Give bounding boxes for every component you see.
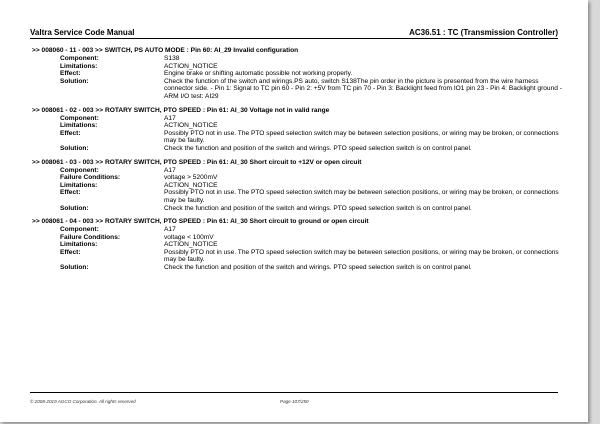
field-label: Component: — [60, 114, 99, 122]
service-code-section — [32, 158, 564, 213]
field-row — [32, 241, 564, 249]
page-footer — [30, 399, 558, 404]
service-code-title: >> 008061 - 02 - 003 >> ROTARY SWITCH, PTO SPEED : Pin 61: AI_30 Voltage not in valid range — [32, 106, 330, 114]
field-row — [32, 130, 564, 145]
field-value: Check the function of the switch and wirings.PS auto, switch S138The pin order in the picture is presented from the wire harness connector side. - Pin 1: Signal to TC pin 60 - Pin 2: +5V from TC pin 70 - Pin 3: Backlight feed from IO1 pin 23 - Pin 4: Backlight ground - ARM I/O test: AI29 — [164, 77, 562, 100]
field-row — [32, 145, 564, 153]
field-value: Check the function and position of the switch and wirings. PTO speed selection switch is on control panel. — [164, 204, 472, 212]
field-label: Component: — [60, 55, 99, 62]
field-row — [32, 78, 564, 101]
field-value: S138 — [164, 55, 180, 62]
field-value: voltage > 5200mV — [164, 174, 218, 182]
field-row — [32, 205, 564, 213]
field-value: A17 — [164, 226, 176, 234]
field-value: Check the function and position of the switch and wirings. PTO speed selection switch is on control panel. — [164, 264, 472, 272]
field-label: Solution: — [60, 264, 89, 272]
service-code-title: >> 008061 - 03 - 003 >> ROTARY SWITCH, PTO SPEED : Pin 61: AI_30 Short circuit to +12V or open circuit — [32, 158, 362, 166]
field-row — [32, 55, 564, 63]
page-header — [30, 28, 558, 37]
field-row — [32, 115, 564, 123]
service-code-title: >> 008060 - 11 - 003 >> SWITCH, PS AUTO MODE : Pin 60: AI_29 Invalid configuration — [32, 47, 299, 54]
field-label: Limitations: — [60, 181, 98, 189]
field-label: Effect: — [60, 189, 81, 197]
field-value: A17 — [164, 166, 176, 174]
service-code-list — [32, 46, 564, 277]
field-row — [32, 264, 564, 272]
field-row — [32, 234, 564, 242]
field-value: ACTION_NOTICE — [164, 62, 218, 70]
service-code-section — [32, 106, 564, 153]
field-label: Failure Conditions: — [60, 174, 121, 182]
field-label: Effect: — [60, 70, 81, 78]
field-row — [32, 167, 564, 175]
field-label: Failure Conditions: — [60, 233, 121, 241]
field-value: Possibly PTO not in use. The PTO speed selection switch may be between selection positions, or wiring may be broken, or connections may be faulty. — [164, 129, 559, 145]
manual-title: Valtra Service Code Manual — [30, 28, 135, 37]
field-value: ACTION_NOTICE — [164, 181, 218, 189]
field-row — [32, 122, 564, 130]
field-label: Component: — [60, 166, 99, 174]
field-value: A17 — [164, 114, 176, 122]
field-label: Limitations: — [60, 62, 98, 70]
field-row — [32, 63, 564, 71]
field-label: Component: — [60, 226, 99, 234]
header-divider — [30, 38, 558, 39]
field-row — [32, 174, 564, 182]
field-value: voltage < 100mV — [164, 233, 214, 241]
field-row — [32, 182, 564, 190]
page-number: Page 107/250 — [280, 399, 309, 404]
field-row — [32, 70, 564, 78]
field-label: Solution: — [60, 144, 89, 152]
field-label: Limitations: — [60, 241, 98, 249]
field-label: Effect: — [60, 248, 81, 256]
controller-section-title: AC36.51 : TC (Transmission Controller) — [409, 28, 558, 37]
field-row — [32, 189, 564, 204]
field-label: Limitations: — [60, 122, 98, 130]
footer-divider — [30, 392, 558, 393]
service-code-title: >> 008061 - 04 - 003 >> ROTARY SWITCH, PTO SPEED : Pin 61: AI_30 Short circuit to ground or open circuit — [32, 218, 369, 226]
field-value: Engine brake or shifting automatic possible not working properly. — [164, 70, 353, 78]
field-label: Effect: — [60, 129, 81, 137]
field-label: Solution: — [60, 77, 89, 85]
service-code-section — [32, 46, 564, 101]
field-value: ACTION_NOTICE — [164, 122, 218, 130]
field-value: Possibly PTO not in use. The PTO speed selection switch may be between selection positions, or wiring may be broken, or connections may be faulty. — [164, 189, 559, 204]
field-value: Check the function and position of the switch and wirings. PTO speed selection switch is on control panel. — [164, 144, 472, 152]
field-row — [32, 226, 564, 234]
service-code-section — [32, 217, 564, 272]
copyright-text: © 2008-2019 AGCO Corporation. All rights reserved — [30, 399, 136, 404]
field-value: ACTION_NOTICE — [164, 241, 218, 249]
field-row — [32, 249, 564, 264]
field-label: Solution: — [60, 204, 89, 212]
field-value: Possibly PTO not in use. The PTO speed selection switch may be between selection positions, or wiring may be broken, or connections may be faulty. — [164, 248, 559, 264]
